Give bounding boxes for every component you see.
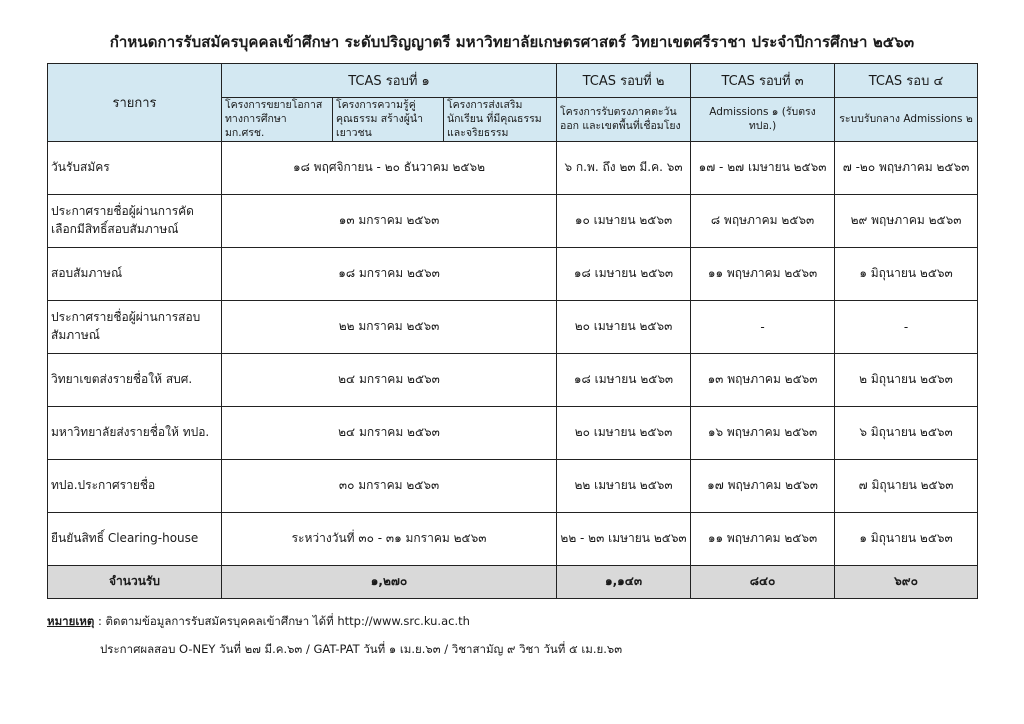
header-program-admissions-1: Admissions ๑ (รับตรง ทปอ.): [691, 98, 835, 142]
notes-label: หมายเหตุ: [47, 614, 95, 628]
round-3-date: ๘ พฤษภาคม ๒๕๖๓: [691, 194, 835, 247]
round-4-date: ๑ มิถุนายน ๒๕๖๓: [835, 512, 978, 565]
round-4-date: ๒๙ พฤษภาคม ๒๕๖๓: [835, 194, 978, 247]
table-row: [48, 141, 978, 194]
row-label: วันรับสมัคร: [48, 141, 222, 194]
header-row-rounds: [48, 64, 978, 98]
header-program-knowledge-virtue: โครงการความรู้คู่คุณธรรม สร้างผู้นำเยาวชน: [333, 98, 444, 142]
table-row: [48, 300, 978, 353]
round-2-date: ๒๒ - ๒๓ เมษายน ๒๕๖๓: [557, 512, 691, 565]
table-row: [48, 406, 978, 459]
table-row: [48, 194, 978, 247]
round-4-date: ๗ มิถุนายน ๒๕๖๓: [835, 459, 978, 512]
header-program-eastern-direct: โครงการรับตรงภาคตะวันออก และเขตพื้นที่เชื่อมโยง: [557, 98, 691, 142]
row-label: ยืนยันสิทธิ์ Clearing-house: [48, 512, 222, 565]
header-round-4: TCAS รอบ ๔: [835, 64, 978, 98]
total-round-2: ๑,๑๔๓: [557, 565, 691, 598]
page-title: กำหนดการรับสมัครบุคคลเข้าศึกษา ระดับปริญญาตรี มหาวิทยาลัยเกษตรศาสตร์ วิทยาเขตศรีราชา ประจำปีการศึกษา ๒๕๖๓: [109, 33, 915, 51]
round-3-date: ๑๑ พฤษภาคม ๒๕๖๓: [691, 247, 835, 300]
row-label: ประกาศรายชื่อผู้ผ่านการสอบสัมภาษณ์: [48, 300, 222, 353]
round-2-date: ๒๐ เมษายน ๒๕๖๓: [557, 406, 691, 459]
round-2-date: ๑๘ เมษายน ๒๕๖๓: [557, 247, 691, 300]
notes-line-2: ประกาศผลสอบ O-NEY วันที่ ๒๗ มี.ค.๖๓ / GAT-PAT วันที่ ๑ เม.ย.๖๓ / วิชาสามัญ ๙ วิชา วันที่ ๕ เม.ย.๖๓: [100, 642, 623, 656]
round-2-date: ๑๘ เมษายน ๒๕๖๓: [557, 353, 691, 406]
table-row: [48, 247, 978, 300]
header-program-admissions-2: ระบบรับกลาง Admissions ๒: [835, 98, 978, 142]
admission-schedule-table: [47, 63, 978, 599]
table-row: [48, 512, 978, 565]
round-2-date: ๒๐ เมษายน ๒๕๖๓: [557, 300, 691, 353]
round-4-date: -: [835, 300, 978, 353]
round-3-date: ๑๑ พฤษภาคม ๒๕๖๓: [691, 512, 835, 565]
row-label: มหาวิทยาลัยส่งรายชื่อให้ ทปอ.: [48, 406, 222, 459]
total-round-4: ๖๙๐: [835, 565, 978, 598]
round-4-date: ๒ มิถุนายน ๒๕๖๓: [835, 353, 978, 406]
round-1-date: ๑๘ พฤศจิกายน - ๒๐ ธันวาคม ๒๕๖๒: [222, 141, 557, 194]
notes-line-1: : ติดตามข้อมูลการรับสมัครบุคคลเข้าศึกษา ได้ที่ http://www.src.ku.ac.th: [94, 614, 470, 628]
header-round-3: TCAS รอบที่ ๓: [691, 64, 835, 98]
header-program-moral-students: โครงการส่งเสริมนักเรียน ที่มีคุณธรรมและจริยธรรม: [444, 98, 557, 142]
row-label: สอบสัมภาษณ์: [48, 247, 222, 300]
header-round-2: TCAS รอบที่ ๒: [557, 64, 691, 98]
header-round-1: TCAS รอบที่ ๑: [222, 64, 557, 98]
total-label: จำนวนรับ: [48, 565, 222, 598]
round-1-date: ๒๔ มกราคม ๒๕๖๓: [222, 353, 557, 406]
round-1-date: ระหว่างวันที่ ๓๐ - ๓๑ มกราคม ๒๕๖๓: [222, 512, 557, 565]
header-item-column: รายการ: [48, 64, 222, 142]
round-1-date: ๒๒ มกราคม ๒๕๖๓: [222, 300, 557, 353]
round-4-date: ๗ -๒๐ พฤษภาคม ๒๕๖๓: [835, 141, 978, 194]
round-3-date: ๑๓ พฤษภาคม ๒๕๖๓: [691, 353, 835, 406]
total-row: [48, 565, 978, 598]
table-row: [48, 353, 978, 406]
total-round-3: ๘๔๐: [691, 565, 835, 598]
total-round-1: ๑,๒๗๐: [222, 565, 557, 598]
round-4-date: ๑ มิถุนายน ๒๕๖๓: [835, 247, 978, 300]
round-4-date: ๖ มิถุนายน ๒๕๖๓: [835, 406, 978, 459]
round-3-date: ๑๖ พฤษภาคม ๒๕๖๓: [691, 406, 835, 459]
round-1-date: ๒๔ มกราคม ๒๕๖๓: [222, 406, 557, 459]
round-3-date: ๑๗ - ๒๗ เมษายน ๒๕๖๓: [691, 141, 835, 194]
round-2-date: ๑๐ เมษายน ๒๕๖๓: [557, 194, 691, 247]
table-row: [48, 459, 978, 512]
row-label: ทปอ.ประกาศรายชื่อ: [48, 459, 222, 512]
round-2-date: ๖ ก.พ. ถึง ๒๓ มี.ค. ๖๓: [557, 141, 691, 194]
notes: [47, 614, 470, 629]
round-1-date: ๓๐ มกราคม ๒๕๖๓: [222, 459, 557, 512]
round-1-date: ๑๓ มกราคม ๒๕๖๓: [222, 194, 557, 247]
round-2-date: ๒๒ เมษายน ๒๕๖๓: [557, 459, 691, 512]
row-label: ประกาศรายชื่อผู้ผ่านการคัดเลือกมีสิทธิ์สอบสัมภาษณ์: [48, 194, 222, 247]
round-1-date: ๑๘ มกราคม ๒๕๖๓: [222, 247, 557, 300]
round-3-date: -: [691, 300, 835, 353]
round-3-date: ๑๗ พฤษภาคม ๒๕๖๓: [691, 459, 835, 512]
row-label: วิทยาเขตส่งรายชื่อให้ สบศ.: [48, 353, 222, 406]
header-program-expansion: โครงการขยายโอกาส ทางการศึกษา มก.ศรช.: [222, 98, 333, 142]
